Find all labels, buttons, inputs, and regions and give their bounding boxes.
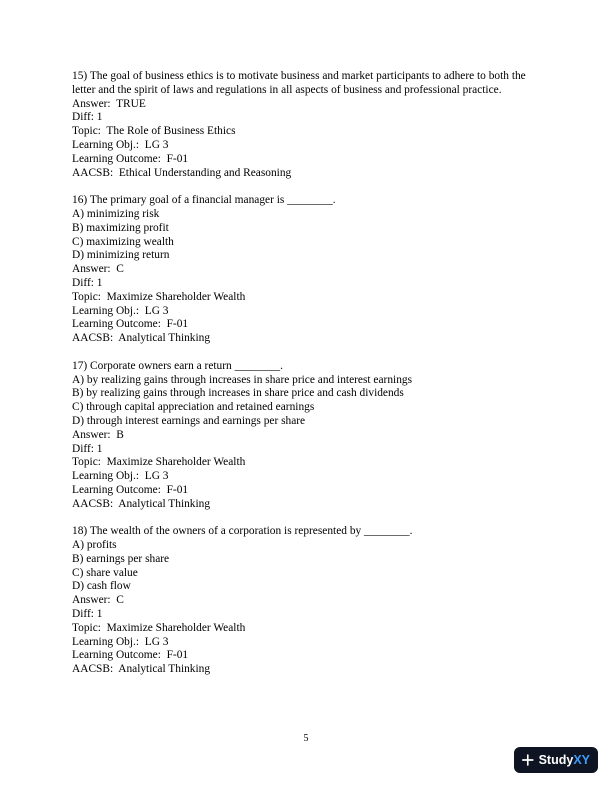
learning-obj-line: Learning Obj.: LG 3 (72, 470, 169, 483)
topic-line: Topic: The Role of Business Ethics (72, 125, 236, 138)
question-18 (72, 525, 542, 677)
option-d: D) minimizing return (72, 249, 170, 262)
topic-line: Topic: Maximize Shareholder Wealth (72, 290, 246, 303)
question-stem: 16) The primary goal of a financial manager is ________. (72, 194, 336, 207)
answer-line: Answer: B (72, 428, 124, 441)
difficulty-line: Diff: 1 (72, 276, 103, 289)
aacsb-line: AACSB: Ethical Understanding and Reasoning (72, 166, 292, 179)
option-b: B) earnings per share (72, 552, 170, 565)
aacsb-line: AACSB: Analytical Thinking (72, 497, 211, 510)
studyxy-badge[interactable] (514, 747, 598, 773)
option-d: D) cash flow (72, 580, 131, 593)
page-number: 5 (303, 733, 309, 744)
option-a: A) profits (72, 539, 117, 552)
option-b: B) by realizing gains through increases in share price and cash dividends (72, 387, 404, 400)
learning-obj-line: Learning Obj.: LG 3 (72, 304, 169, 317)
learning-obj-line: Learning Obj.: LG 3 (72, 635, 169, 648)
document-body (72, 70, 542, 691)
question-stem: 17) Corporate owners earn a return ________. (72, 359, 283, 372)
option-c: C) maximizing wealth (72, 235, 174, 248)
option-d: D) through interest earnings and earnings per share (72, 414, 306, 427)
difficulty-line: Diff: 1 (72, 442, 103, 455)
topic-line: Topic: Maximize Shareholder Wealth (72, 621, 246, 634)
question-16 (72, 194, 542, 346)
question-stem: 15) The goal of business ethics is to motivate business and market participants to adhere to both the letter and the spirit of laws and regulations in all aspects of business and professional practice. (72, 70, 529, 96)
learning-outcome-line: Learning Outcome: F-01 (72, 318, 189, 331)
learning-outcome-line: Learning Outcome: F-01 (72, 649, 189, 662)
answer-line: Answer: C (72, 263, 124, 276)
topic-line: Topic: Maximize Shareholder Wealth (72, 456, 246, 469)
answer-line: Answer: C (72, 594, 124, 607)
difficulty-line: Diff: 1 (72, 608, 103, 621)
aacsb-line: AACSB: Analytical Thinking (72, 663, 211, 676)
learning-obj-line: Learning Obj.: LG 3 (72, 138, 169, 151)
plus-icon (522, 753, 534, 767)
option-c: C) share value (72, 566, 138, 579)
option-c: C) through capital appreciation and retained earnings (72, 401, 315, 414)
question-stem: 18) The wealth of the owners of a corporation is represented by ________. (72, 525, 413, 538)
difficulty-line: Diff: 1 (72, 111, 103, 124)
option-b: B) maximizing profit (72, 221, 169, 234)
aacsb-line: AACSB: Analytical Thinking (72, 332, 211, 345)
badge-accent-text: XY (573, 753, 590, 767)
question-15 (72, 70, 542, 180)
answer-line: Answer: TRUE (72, 97, 146, 110)
badge-text: Study (538, 753, 574, 767)
option-a: A) minimizing risk (72, 207, 160, 220)
question-17 (72, 360, 542, 512)
learning-outcome-line: Learning Outcome: F-01 (72, 483, 189, 496)
learning-outcome-line: Learning Outcome: F-01 (72, 152, 189, 165)
option-a: A) by realizing gains through increases in share price and interest earnings (72, 373, 413, 386)
